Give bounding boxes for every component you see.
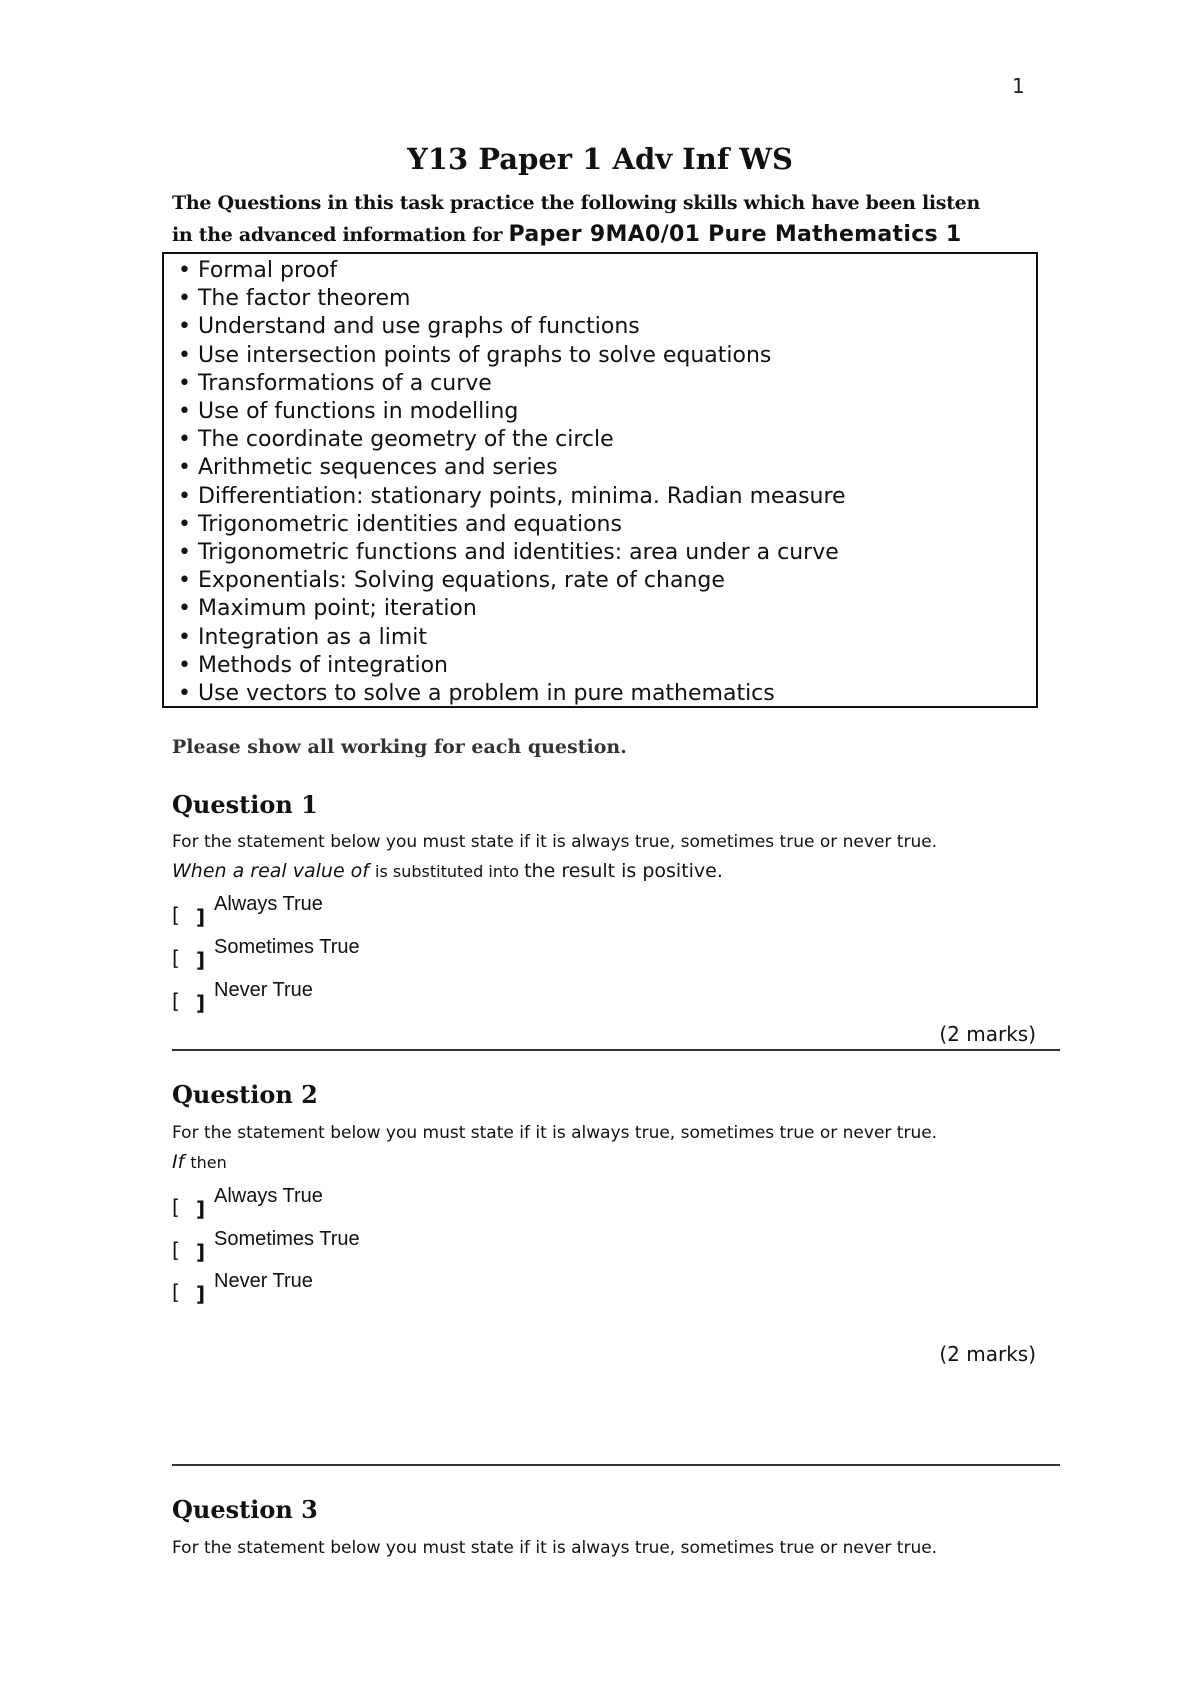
option-label: Sometimes True: [214, 1228, 360, 1250]
checkbox-close-bracket: ]: [196, 948, 206, 972]
skill-item: • The coordinate geometry of the circle: [178, 426, 1036, 454]
checkbox-close-bracket: ]: [196, 905, 206, 929]
statement-part: is substituted into: [375, 862, 525, 881]
question-2-statement: [172, 1151, 227, 1173]
checkbox-open-bracket: [: [172, 1238, 180, 1262]
working-instruction: Please show all working for each question.: [172, 736, 627, 758]
intro-line-1: The Questions in this task practice the following skills which have been listen: [172, 192, 980, 214]
question-1-divider: [172, 1049, 1060, 1051]
skill-item: • Use intersection points of graphs to solve equations: [178, 342, 1036, 370]
checkbox-open-bracket: [: [172, 903, 180, 927]
skill-item: • Integration as a limit: [178, 624, 1036, 652]
skill-item: • Differentiation: stationary points, minima. Radian measure: [178, 483, 1036, 511]
skill-item: • Maximum point; iteration: [178, 595, 1036, 623]
question-3-heading: Question 3: [172, 1495, 318, 1524]
checkbox-open-bracket: [: [172, 989, 180, 1013]
skills-box: [162, 252, 1038, 708]
checkbox-close-bracket: ]: [196, 1240, 206, 1264]
skill-item: • Arithmetic sequences and series: [178, 454, 1036, 482]
checkbox-close-bracket: ]: [196, 1197, 206, 1221]
statement-part: If: [172, 1151, 191, 1173]
option-label: Never True: [214, 979, 313, 1001]
statement-part: then: [190, 1153, 227, 1172]
document-title: Y13 Paper 1 Adv Inf WS: [407, 142, 793, 176]
question-1-marks: (2 marks): [939, 1022, 1036, 1046]
option-label: Always True: [214, 1185, 323, 1207]
intro-text: [172, 188, 1052, 251]
question-2-divider: [172, 1464, 1060, 1466]
checkbox-close-bracket: ]: [196, 1282, 206, 1306]
skill-item: • Transformations of a curve: [178, 370, 1036, 398]
question-1-option-never-true[interactable]: [172, 979, 572, 1015]
checkbox-open-bracket: [: [172, 1195, 180, 1219]
question-3-prompt: For the statement below you must state if it is always true, sometimes true or never true.: [172, 1538, 938, 1558]
skill-item: • Trigonometric identities and equations: [178, 511, 1036, 539]
question-1-option-sometimes-true[interactable]: [172, 936, 572, 972]
option-label: Always True: [214, 893, 323, 915]
checkbox-close-bracket: ]: [196, 991, 206, 1015]
checkbox-open-bracket: [: [172, 1280, 180, 1304]
question-1-option-always-true[interactable]: [172, 893, 572, 929]
checkbox-open-bracket: [: [172, 946, 180, 970]
question-1-prompt: For the statement below you must state if it is always true, sometimes true or never true.: [172, 832, 938, 852]
question-2-prompt: For the statement below you must state if it is always true, sometimes true or never true.: [172, 1123, 938, 1143]
page-number: 1: [1012, 74, 1025, 98]
skill-item: • Use of functions in modelling: [178, 398, 1036, 426]
question-2-option-never-true[interactable]: [172, 1270, 572, 1306]
intro-line-2-prefix: in the advanced information for: [172, 224, 509, 246]
skills-list: [178, 257, 1036, 708]
option-label: Never True: [214, 1270, 313, 1292]
skill-item: • Exponentials: Solving equations, rate of change: [178, 567, 1036, 595]
question-2-option-always-true[interactable]: [172, 1185, 572, 1221]
intro-line-2: [172, 219, 1052, 251]
question-1-heading: Question 1: [172, 790, 318, 819]
question-1-statement: [172, 860, 723, 882]
skill-item: • Methods of integration: [178, 652, 1036, 680]
skill-item: • Use vectors to solve a problem in pure mathematics: [178, 680, 1036, 708]
skill-item: • The factor theorem: [178, 285, 1036, 313]
question-2-heading: Question 2: [172, 1080, 318, 1109]
statement-part: the result is positive.: [524, 860, 723, 882]
question-2-marks: (2 marks): [939, 1342, 1036, 1366]
statement-part: When a real value of: [172, 860, 376, 882]
skill-item: • Trigonometric functions and identities: area under a curve: [178, 539, 1036, 567]
question-2-option-sometimes-true[interactable]: [172, 1228, 572, 1264]
paper-name: Paper 9MA0/01 Pure Mathematics 1: [508, 222, 962, 247]
skill-item: • Formal proof: [178, 257, 1036, 285]
skill-item: • Understand and use graphs of functions: [178, 313, 1036, 341]
option-label: Sometimes True: [214, 936, 360, 958]
